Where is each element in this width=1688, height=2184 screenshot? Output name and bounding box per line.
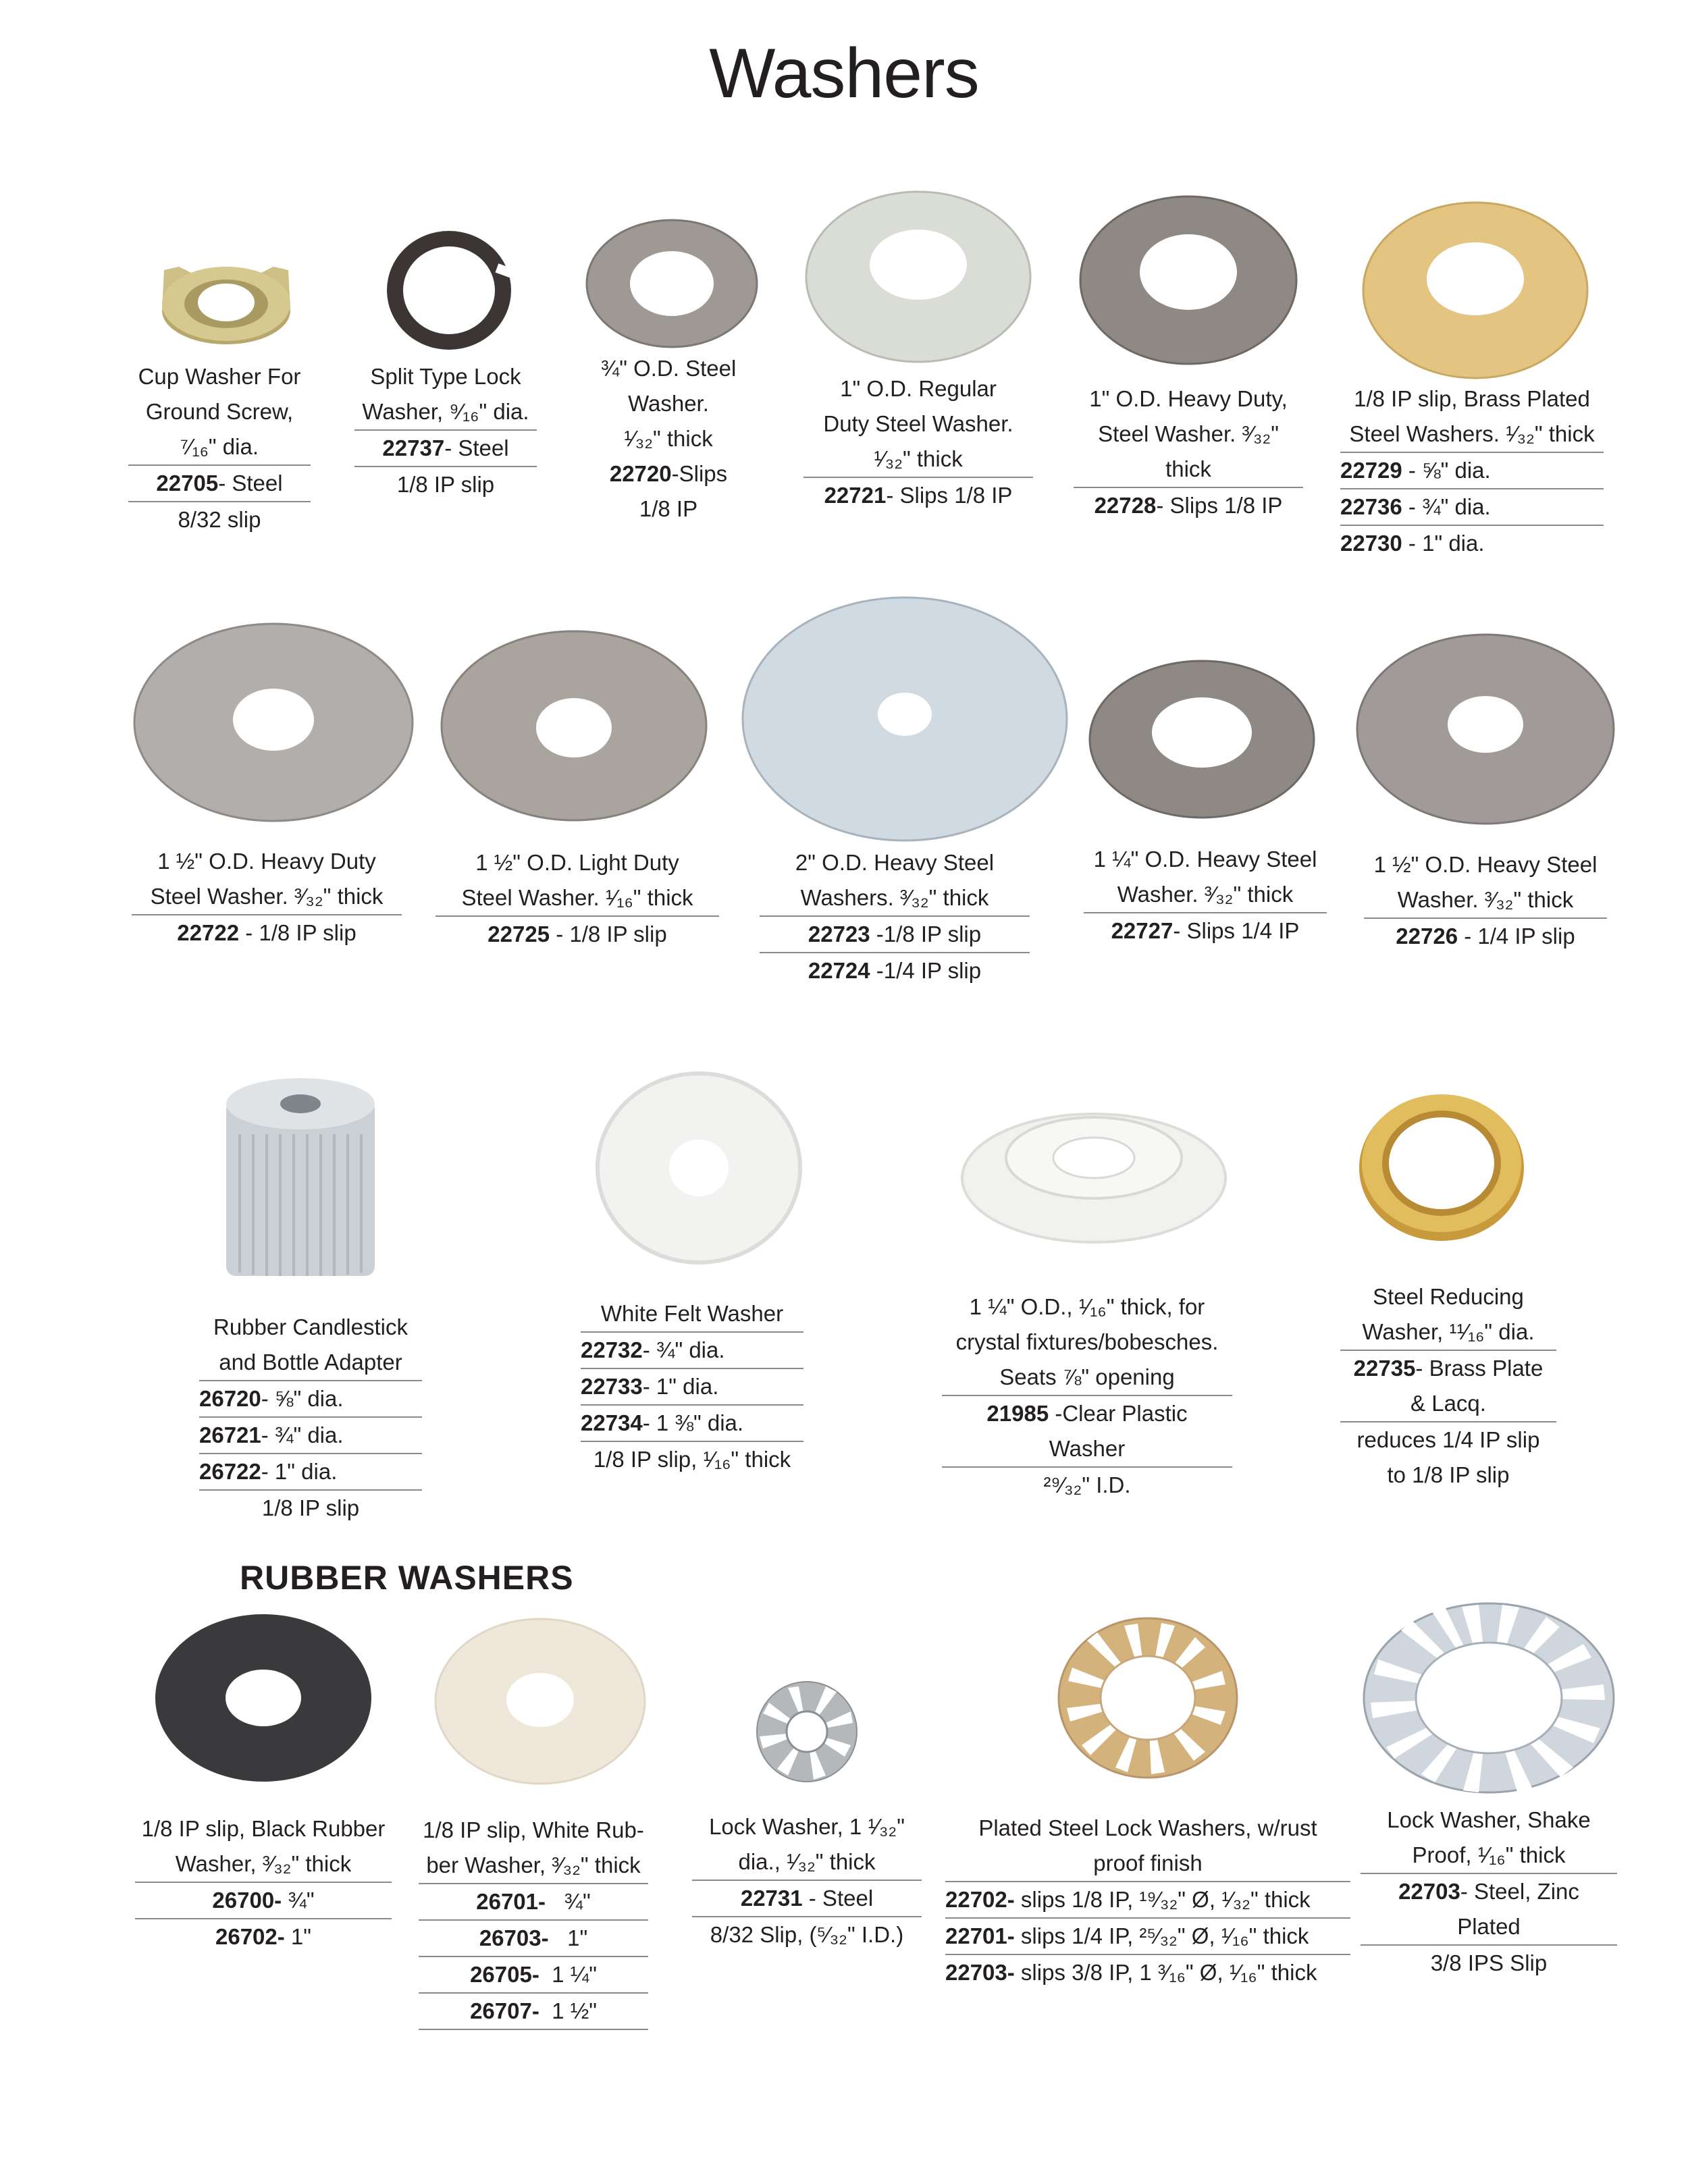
sku-desc: - Slips 1/4 IP [1173,918,1300,943]
sku-desc: - Steel [802,1886,874,1911]
sku-row [199,1454,422,1491]
product-22723-caption [760,845,1030,988]
steel-washer-image [439,628,709,824]
sku-desc: - 1/4 IP slip [1458,924,1575,949]
product-22735 [1340,1084,1583,1516]
sku-code: 22702- [945,1887,1015,1912]
product-line: 1 ¼" O.D., ¹⁄₁₆" thick, for [969,1294,1205,1319]
product-line: ber Washer, ³⁄₃₂" thick [419,1848,648,1884]
sku-desc: 1 ¼" [552,1962,597,1987]
product-26720-caption [199,1310,422,1526]
product-26701-caption [419,1813,648,2030]
sku-code: 26701- [476,1889,546,1914]
zinc-washer-image [803,189,1033,365]
product-extra: Washer [942,1431,1232,1468]
sku-row [199,1418,422,1454]
sku-desc: -Clear Plastic [1049,1401,1188,1426]
product-22737 [354,223,544,547]
product-line: Steel Washer. ³⁄₃₂" thick [132,879,402,915]
product-22727 [1084,658,1327,969]
sku-desc: - 1" dia. [1402,531,1485,556]
sku-desc: - 1/8 IP slip [550,922,667,947]
sku-desc: - ¾" dia. [1402,494,1491,519]
product-line: 1/8 IP slip, White Rub- [423,1817,644,1842]
product-line: ¾" O.D. Steel [600,356,737,381]
product-line: Steel Reducing [1373,1284,1524,1309]
product-line: White Felt Washer [581,1296,803,1333]
product-22731-caption [692,1809,922,1952]
product-line: Washer, ¹¹⁄₁₆" dia. [1340,1314,1556,1351]
product-26700-caption [135,1811,392,1954]
product-line: proof finish [945,1846,1350,1882]
sku-row [945,1919,1350,1955]
product-22727-caption [1084,842,1327,949]
sku-row [1340,1351,1556,1386]
steel-washer-image [1354,631,1617,827]
product-line: crystal fixtures/bobesches. [955,1329,1219,1354]
sku-code: 22724 [808,958,870,983]
sku-row [581,1406,803,1442]
product-26700 [135,1610,392,1961]
product-26701 [419,1614,662,2046]
product-22732 [581,1067,824,1512]
product-line: 1 ½" O.D. Heavy Steel [1373,852,1598,877]
sku-row [581,1333,803,1369]
product-line: ¹⁄₃₂" thick [624,426,713,451]
sku-code: 22736 [1340,494,1402,519]
sku-code: 22703- [945,1960,1015,1985]
sku-desc: slips 3/8 IP, 1 ³⁄₁₆" Ø, ¹⁄₁₆" thick [1014,1960,1317,1985]
sku-row [419,1884,648,1921]
product-line: 1 ½" O.D. Heavy Duty [157,849,376,874]
product-line: Rubber Candlestick [213,1314,408,1339]
sku-desc: ¾" [288,1888,315,1913]
product-line: Steel Washers. ¹⁄₃₂" thick [1340,417,1604,453]
product-22720 [577,216,760,540]
sku-desc: ¾" [564,1889,591,1914]
sku-code: 26720 [199,1386,261,1411]
clear-plastic-washer-image [959,1094,1229,1249]
brass-washer-image [1361,199,1590,381]
sku-code: 22732 [581,1337,643,1362]
product-line: Split Type Lock [370,364,521,389]
sku-code: 22735 [1353,1356,1416,1381]
sku-code: 22726 [1396,924,1458,949]
sku-desc: - 1/8 IP slip [239,920,357,945]
product-tail: reduces 1/4 IP slip [1356,1427,1540,1452]
sku-desc: - Steel [218,471,283,496]
product-22721-caption [803,371,1033,513]
product-line: Washer. ³⁄₃₂" thick [1364,882,1607,919]
section-heading-rubber-washers: RUBBER WASHERS [240,1559,574,1597]
product-22735-caption [1340,1279,1556,1493]
product-line: 1" O.D. Regular [840,376,997,401]
product-22729-caption [1340,381,1604,561]
product-tail: 8/32 Slip, (⁵⁄₃₂" I.D.) [710,1922,904,1947]
product-22722-caption [132,844,402,951]
plated-lock-washer-image [1053,1614,1242,1782]
product-22737-caption [354,359,537,502]
sku-row [760,953,1030,988]
sku-row [1084,913,1327,949]
product-line: Lock Washer, 1 ¹⁄₃₂" [709,1814,905,1839]
product-line: 1 ½" O.D. Light Duty [475,850,679,875]
sku-desc: - Steel [444,435,509,460]
product-line: and Bottle Adapter [199,1345,422,1381]
rubber-adapter-image [216,1073,385,1289]
product-line: Washer, ³⁄₃₂" thick [135,1846,392,1883]
product-22703-shakeproof-caption [1361,1803,1617,1981]
sku-desc: 1 ½" [552,1998,597,2023]
product-extra: & Lacq. [1340,1386,1556,1422]
product-22731 [692,1674,922,1971]
product-22703-shakeproof [1361,1600,1631,1978]
product-line: 1/8 IP slip, Brass Plated [1354,386,1590,411]
sku-row [1340,453,1604,489]
sku-desc: slips 1/4 IP, ²⁵⁄₃₂" Ø, ¹⁄₁₆" thick [1014,1923,1309,1948]
product-line: Ground Screw, [145,399,294,424]
sku-row [581,1369,803,1406]
black-rubber-washer-image [152,1610,375,1786]
sku-code: 22721 [824,483,887,508]
sku-desc: -1/4 IP slip [870,958,982,983]
sku-desc: - Brass Plate [1415,1356,1544,1381]
product-line: ¹⁄₃₂" thick [803,442,1033,478]
product-tail: 1/8 IP slip [396,472,495,497]
sku-code: 22722 [177,920,240,945]
product-line: 1" O.D. Heavy Duty, [1089,386,1288,411]
sku-code: 22729 [1340,458,1402,483]
product-21985 [942,1094,1239,1526]
sku-code: 22730 [1340,531,1402,556]
product-tail: 1/8 IP [639,496,698,521]
product-line: Duty Steel Washer. [823,411,1013,436]
product-line: Proof, ¹⁄₁₆" thick [1361,1838,1617,1874]
sku-code: 22727 [1111,918,1173,943]
product-22726 [1350,631,1620,969]
sku-row [199,1381,422,1418]
product-22729 [1340,199,1610,564]
sku-row [945,1955,1350,1990]
product-line: 1/8 IP slip, Black Rubber [141,1816,386,1841]
product-line: 2" O.D. Heavy Steel [795,850,995,875]
lock-washer-image [746,1674,868,1789]
product-line: Plated Steel Lock Washers, w/rust [978,1815,1317,1840]
sku-row [132,915,402,951]
product-22722 [132,621,415,972]
sku-row [1364,919,1607,954]
product-tail: 1/8 IP slip [261,1495,360,1520]
product-line: Washer, ⁹⁄₁₆" dia. [354,394,537,431]
product-line: Washers. ³⁄₃₂" thick [760,880,1030,917]
sku-desc: - Slips 1/8 IP [886,483,1013,508]
product-line: Seats ⅞" opening [942,1360,1232,1396]
product-22705 [128,223,331,547]
sku-code: 22731 [740,1886,803,1911]
product-line: dia., ¹⁄₃₂" thick [692,1844,922,1881]
sku-code: 22701- [945,1923,1015,1948]
sku-code: 22725 [487,922,550,947]
product-21985-caption [942,1289,1232,1503]
sku-row [135,1919,392,1954]
product-tail: to 1/8 IP slip [1387,1462,1510,1487]
sku-code: 26722 [199,1459,261,1484]
product-22725-caption [436,845,719,952]
sku-code: 22728 [1094,493,1157,518]
product-22725 [436,628,719,979]
product-tail: 3/8 IPS Slip [1430,1950,1548,1975]
product-22728-caption [1074,381,1303,523]
product-22702 [945,1614,1357,1992]
sku-desc: slips 1/8 IP, ¹⁹⁄₃₂" Ø, ¹⁄₃₂" thick [1014,1887,1311,1912]
sku-desc: - ⅝" dia. [1402,458,1491,483]
steel-washer-image [132,621,415,824]
steel-washer-image [1087,658,1317,820]
sku-row [942,1396,1232,1431]
sku-row [419,1994,648,2030]
sku-desc: 1" [567,1925,588,1950]
product-22726-caption [1364,847,1607,954]
product-line: 1 ¼" O.D. Heavy Steel [1093,847,1317,872]
sku-row [803,478,1033,513]
sku-code: 22733 [581,1374,643,1399]
product-22702-caption [945,1811,1350,1990]
sku-code: 26702- [215,1924,285,1949]
product-26720 [199,1073,429,1546]
reducing-washer-image [1354,1084,1529,1246]
sku-code: 22737 [382,435,445,460]
sku-code: 22723 [808,922,870,947]
product-line: Washer. ³⁄₃₂" thick [1084,877,1327,913]
sku-row [1340,489,1604,526]
sku-code: 22720 [609,461,672,486]
sku-desc: - Slips 1/8 IP [1156,493,1283,518]
product-22721 [803,189,1033,527]
sku-row [760,917,1030,953]
sku-desc: 1" [290,1924,311,1949]
sku-code: 26700- [212,1888,282,1913]
sku-desc: - ¾" dia. [261,1422,344,1447]
product-extra: Plated [1361,1909,1617,1946]
sku-desc: -1/8 IP slip [870,922,982,947]
sku-row [436,917,719,952]
product-line: ⁷⁄₁₆" dia. [128,429,311,466]
steel-washer-image [1077,192,1300,368]
sku-desc: -Slips [671,461,728,486]
product-22720-caption [577,351,760,527]
sku-row [945,1882,1350,1919]
page-title: Washers [709,34,979,113]
sku-code: 26705- [470,1962,539,1987]
sku-desc: - ⅝" dia. [261,1386,344,1411]
sku-row [577,456,760,491]
sku-code: 22703 [1398,1879,1460,1904]
sku-code: 26707- [470,1998,539,2023]
product-line: Cup Washer For [138,364,301,389]
sku-row [419,1957,648,1994]
sku-desc: - 1 ⅜" dia. [642,1410,744,1435]
sku-row [1074,488,1303,523]
product-22728 [1074,192,1303,530]
product-22705-caption [128,359,311,537]
sku-code: 22705 [156,471,219,496]
product-tail: 8/32 slip [178,507,261,532]
product-line: Steel Washer. ³⁄₃₂" [1098,421,1279,446]
sku-desc: - 1" dia. [642,1374,719,1399]
shakeproof-lock-washer-image [1361,1600,1617,1796]
sku-code: 26721 [199,1422,261,1447]
product-tail: ²⁹⁄₃₂" I.D. [1043,1472,1131,1497]
split-lock-washer-image [375,223,523,358]
felt-washer-image [587,1067,810,1269]
sku-row [692,1881,922,1917]
steel-washer-image [584,216,760,351]
sku-code: 26703- [479,1925,549,1950]
sku-row [128,466,311,502]
sku-row [135,1883,392,1919]
product-tail: 1/8 IP slip, ¹⁄₁₆" thick [593,1447,791,1472]
product-line: Steel Washer. ¹⁄₁₆" thick [436,880,719,917]
zinc-washer-image [739,594,1070,844]
product-22732-caption [581,1296,803,1477]
sku-desc: - ¾" dia. [642,1337,725,1362]
sku-code: 21985 [986,1401,1049,1426]
sku-desc: - Steel, Zinc [1460,1879,1579,1904]
sku-row [419,1921,648,1957]
product-line: thick [1074,452,1303,488]
product-line: Lock Washer, Shake [1387,1807,1591,1832]
product-22723 [739,594,1070,999]
sku-row [1361,1874,1617,1909]
sku-row [1340,526,1604,561]
cup-washer-image [152,230,300,351]
sku-row [354,431,537,467]
sku-desc: - 1" dia. [261,1459,338,1484]
product-line: Washer. [628,391,709,416]
sku-code: 22734 [581,1410,643,1435]
white-rubber-washer-image [432,1614,648,1789]
